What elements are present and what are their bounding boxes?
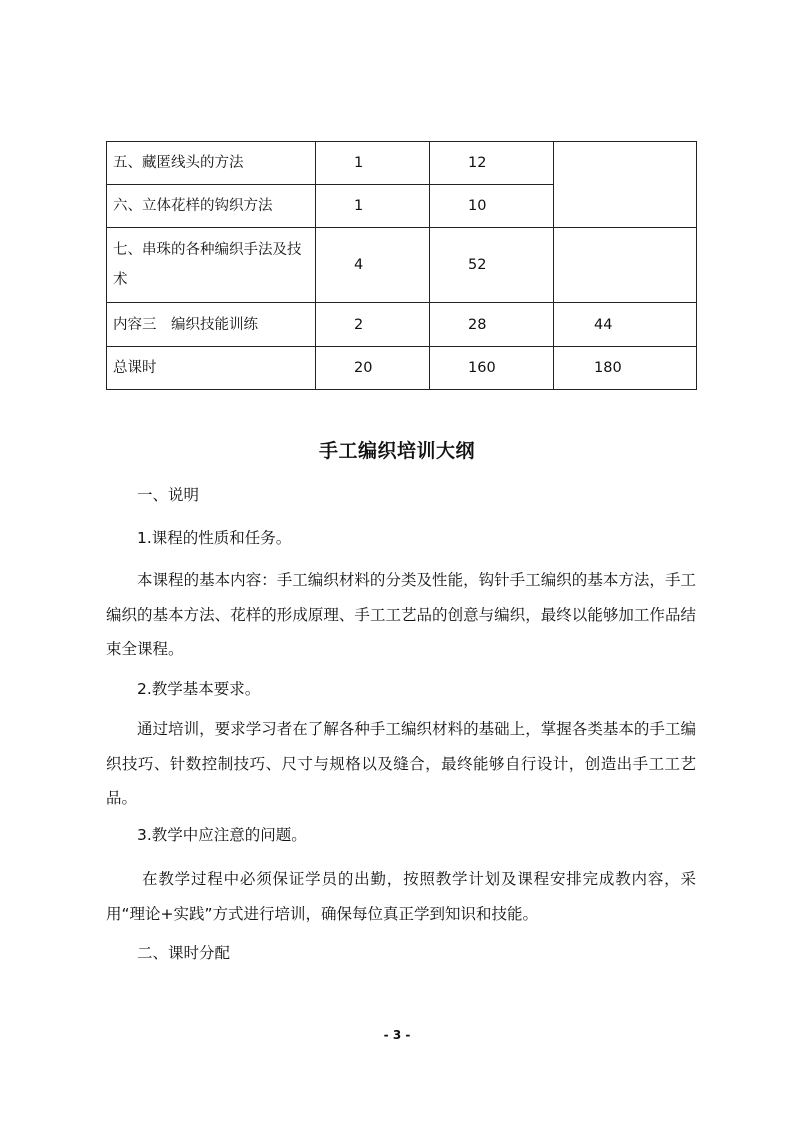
theory-hours-cell: 4 — [316, 228, 430, 303]
page-number: - 3 - — [383, 1028, 411, 1042]
subsection-heading: 1.课程的性质和任务。 — [137, 529, 292, 547]
total-hours-cell: 180 — [554, 347, 697, 390]
table-row — [107, 303, 697, 347]
row-name-cell: 七、串珠的各种编织手法及技术 — [107, 228, 316, 303]
table-row — [107, 228, 697, 303]
theory-hours-cell: 1 — [316, 142, 430, 185]
course-hours-table — [106, 141, 697, 390]
theory-hours-cell: 2 — [316, 303, 430, 347]
total-hours-cell: 44 — [554, 303, 697, 347]
body-paragraph: 本课程的基本内容：手工编织材料的分类及性能，钩针手工编织的基本方法，手工编织的基本方法、花样的形成原理、手工工艺品的创意与编织，最终以能够加工作品结束全课程。 — [106, 571, 696, 658]
practice-hours-cell: 10 — [430, 185, 554, 228]
document-title: 手工编织培训大纲 — [318, 440, 475, 462]
section-heading: 一、说明 — [137, 486, 200, 504]
total-hours-cell — [554, 142, 697, 228]
subsection-heading: 3.教学中应注意的问题。 — [137, 826, 307, 844]
body-paragraph: 通过培训，要求学习者在了解各种手工编织材料的基础上，掌握各类基本的手工编织技巧、针数控制技巧、尺寸与规格以及缝合，最终能够自行设计，创造出手工工艺品。 — [106, 720, 696, 807]
practice-hours-cell: 12 — [430, 142, 554, 185]
row-name-cell: 六、立体花样的钩织方法 — [107, 185, 316, 228]
theory-hours-cell: 1 — [316, 185, 430, 228]
section-heading: 二、课时分配 — [137, 944, 231, 962]
practice-hours-cell: 52 — [430, 228, 554, 303]
subsection-heading: 2.教学基本要求。 — [137, 680, 261, 698]
table-row — [107, 347, 697, 390]
body-paragraph: 在教学过程中必须保证学员的出勤，按照教学计划及课程安排完成教内容，采用“理论+实践”方式进行培训，确保每位真正学到知识和技能。 — [106, 870, 696, 923]
practice-hours-cell: 160 — [430, 347, 554, 390]
practice-hours-cell: 28 — [430, 303, 554, 347]
row-name-cell: 总课时 — [107, 347, 316, 390]
table-row — [107, 142, 697, 185]
row-name-cell: 内容三 编织技能训练 — [107, 303, 316, 347]
total-hours-cell — [554, 228, 697, 303]
theory-hours-cell: 20 — [316, 347, 430, 390]
row-name-cell: 五、藏匿线头的方法 — [107, 142, 316, 185]
